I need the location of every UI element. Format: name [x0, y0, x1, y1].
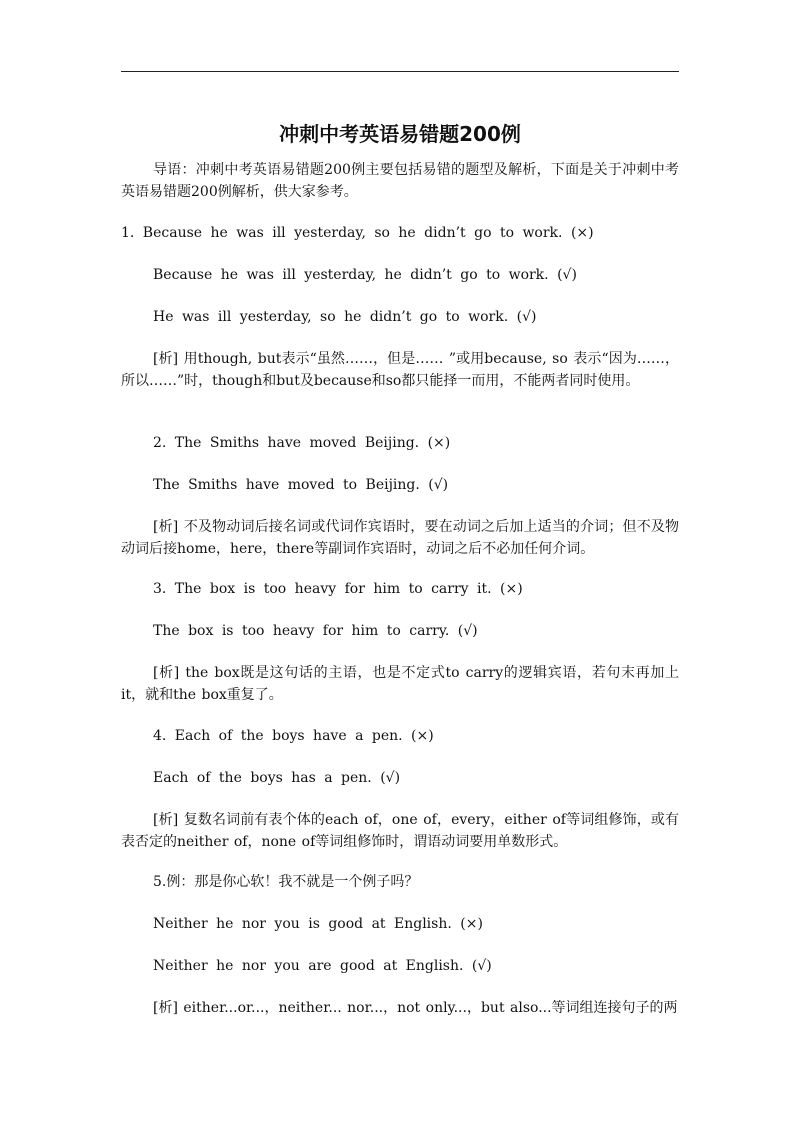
item-1-question: 1. Because he was ill yesterday, so he didn’t go to work. (×) [121, 225, 594, 241]
item-1-answer-2: He was ill yesterday, so he didn’t go to work. (√) [153, 309, 537, 325]
item-2-analysis: [析] 不及物动词后接名词或代词作宾语时，要在动词之后加上适当的介词；但不及物动词后接home，here，there等副词作宾语时，动词之后不必加任何介词。 [121, 519, 679, 557]
item-4-analysis: [析] 复数名词前有表个体的each of，one of，every，either of等词组修饰，或有表否定的neither of，none of等词组修饰时，谓语动词要用单数形式。 [121, 812, 679, 850]
item-3-question: 3. The box is too heavy for him to carry it. (×) [153, 581, 523, 597]
item-5-answer-2: Neither he nor you are good at English. (√) [153, 958, 492, 974]
item-4-question: 4. Each of the boys have a pen. (×) [153, 728, 434, 744]
item-1-answer-1: Because he was ill yesterday, he didn’t go to work. (√) [153, 267, 577, 283]
item-1-analysis: [析] 用though, but表示“虽然……，但是…… ”或用because, so 表示“因为……，所以……”时，though和but及because和so都只能择一而用，不能两者同时使用。 [121, 351, 679, 389]
item-2-question: 2. The Smiths have moved Beijing. (×) [153, 435, 451, 451]
intro-paragraph: 导语：冲刺中考英语易错题200例主要包括易错的题型及解析，下面是关于冲刺中考英语易错题200例解析，供大家参考。 [121, 162, 679, 200]
item-3-analysis: [析] the box既是这句话的主语，也是不定式to carry的逻辑宾语，若句末再加上it，就和the box重复了。 [121, 665, 679, 703]
item-5-heading: 5.例：那是你心软！我不就是一个例子吗？ [153, 874, 419, 890]
page-title: 冲刺中考英语易错题200例 [279, 122, 521, 146]
item-3-answer-1: The box is too heavy for him to carry. (√) [153, 623, 478, 639]
item-2-answer-1: The Smiths have moved to Beijing. (√) [153, 477, 449, 493]
header-rule [121, 71, 679, 72]
item-5-analysis: [析] either...or...，neither... nor...，not only...，but also...等词组连接句子的两 [153, 1000, 678, 1016]
item-4-answer-1: Each of the boys has a pen. (√) [153, 770, 401, 786]
item-5-answer-1: Neither he nor you is good at English. (×) [153, 916, 483, 932]
